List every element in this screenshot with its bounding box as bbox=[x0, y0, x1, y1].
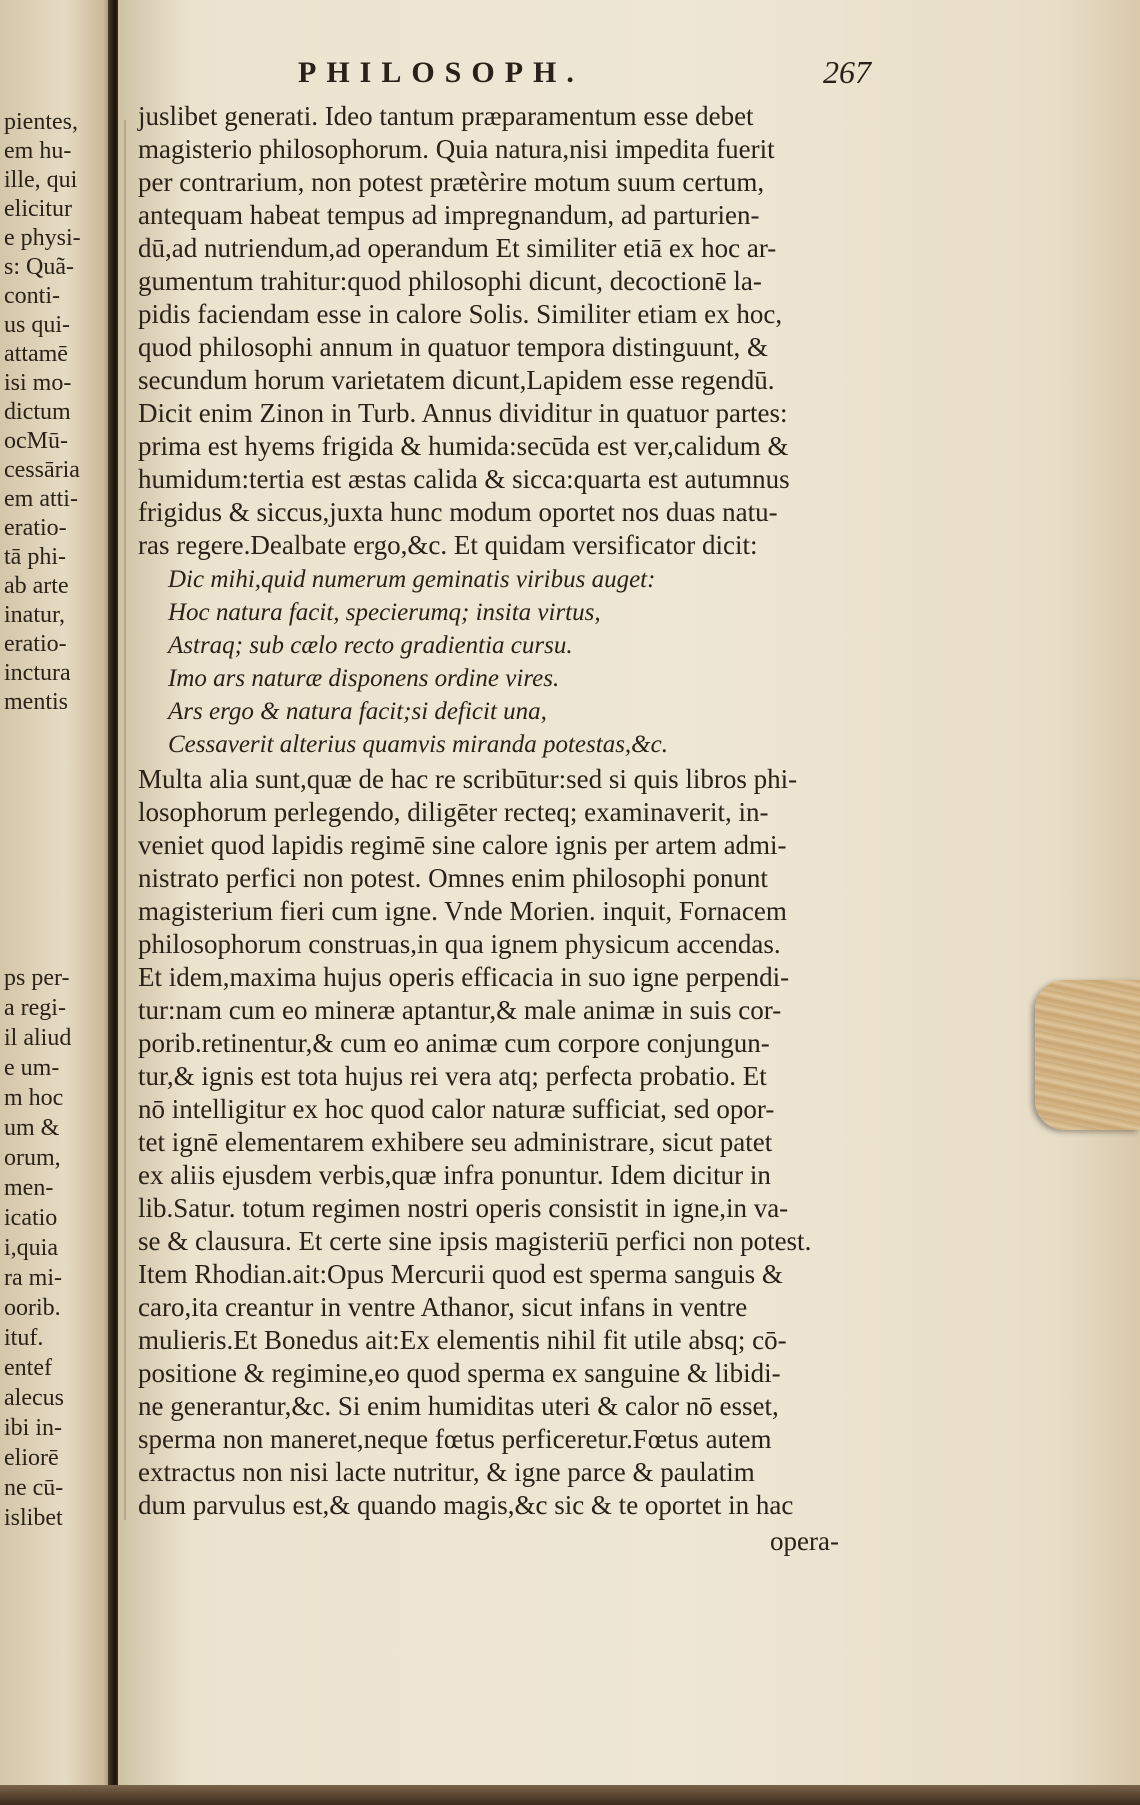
text-line: tur,& ignis est tota hujus rei vera atq; perfecta probatio. Et bbox=[138, 1061, 767, 1091]
text-line: frigidus & siccus,juxta hunc modum oportet nos duas natu- bbox=[138, 497, 778, 527]
wooden-page-holder bbox=[1035, 980, 1140, 1130]
text-line: dū,ad nutriendum,ad operandum Et similiter etiā ex hoc ar- bbox=[138, 233, 777, 263]
margin-fragment: ille, qui bbox=[4, 167, 78, 193]
text-line: lib.Satur. totum regimen nostri operis consistit in igne,in va- bbox=[138, 1193, 789, 1223]
catchword: opera- bbox=[770, 1526, 839, 1556]
text-line: magisterio philosophorum. Quia natura,nisi impedita fuerit bbox=[138, 134, 775, 164]
margin-fragment: mentis bbox=[4, 689, 68, 715]
margin-fragment: il aliud bbox=[4, 1025, 72, 1051]
text-line: caro,ita creantur in ventre Athanor, sicut infans in ventre bbox=[138, 1292, 748, 1322]
text-line: losophorum perlegendo, diligēter recteq; examinaverit, in- bbox=[138, 797, 769, 827]
margin-fragment: eratio- bbox=[4, 515, 67, 541]
text-line: dum parvulus est,& quando magis,&c sic & te oportet in hac bbox=[138, 1490, 794, 1520]
margin-fragment: tā phi- bbox=[4, 544, 66, 570]
left-page bbox=[0, 0, 118, 1805]
margin-fragment: orum, bbox=[4, 1145, 61, 1171]
margin-fragment: inctura bbox=[4, 660, 71, 686]
margin-fragment: pientes, bbox=[4, 109, 78, 135]
text-line: juslibet generati. Ideo tantum præparamentum esse debet bbox=[138, 101, 754, 131]
verse-line: Astraq; sub cælo recto gradientia cursu. bbox=[168, 632, 573, 659]
margin-fragment: icatio bbox=[4, 1205, 58, 1231]
margin-fragment: a regi- bbox=[4, 995, 66, 1021]
margin-fragment: m hoc bbox=[4, 1085, 64, 1111]
margin-fragment: entef bbox=[4, 1355, 52, 1381]
verse-line: Imo ars naturæ disponens ordine vires. bbox=[168, 665, 560, 692]
margin-fragment: oorib. bbox=[4, 1295, 61, 1321]
text-line: pidis faciendam esse in calore Solis. Similiter etiam ex hoc, bbox=[138, 299, 783, 329]
margin-fragment: eratio- bbox=[4, 631, 67, 657]
text-line: Item Rhodian.ait:Opus Mercurii quod est sperma sanguis & bbox=[138, 1259, 783, 1289]
margin-fragment: men- bbox=[4, 1175, 54, 1201]
verse-line: Dic mihi,quid numerum geminatis viribus auget: bbox=[168, 566, 656, 593]
text-line: ras regere.Dealbate ergo,&c. Et quidam versificator dicit: bbox=[138, 530, 758, 560]
margin-fragment: e physi- bbox=[4, 225, 81, 251]
text-line: ex aliis ejusdem verbis,quæ infra ponuntur. Idem dicitur in bbox=[138, 1160, 771, 1190]
text-line: tur:nam cum eo mineræ aptantur,& male animæ in suis cor- bbox=[138, 995, 782, 1025]
margin-fragment: ab arte bbox=[4, 573, 69, 599]
margin-fragment: conti- bbox=[4, 283, 60, 309]
margin-fragment: ps per- bbox=[4, 965, 70, 991]
text-line: prima est hyems frigida & humida:secūda est ver,calidum & bbox=[138, 431, 789, 461]
text-line: philosophorum construas,in qua ignem physicum accendas. bbox=[138, 929, 781, 959]
margin-fragment: ituf. bbox=[4, 1325, 44, 1351]
page-number: 267 bbox=[823, 54, 871, 90]
verse-line: Hoc natura facit, specierumq; insita virtus, bbox=[168, 599, 601, 626]
margin-fragment: ra mi- bbox=[4, 1265, 62, 1291]
margin-fragment: e um- bbox=[4, 1055, 60, 1081]
text-line: Multa alia sunt,quæ de hac re scribūtur:sed si quis libros phi- bbox=[138, 764, 798, 794]
margin-fragment: ocMū- bbox=[4, 428, 68, 454]
margin-fragment: ibi in- bbox=[4, 1415, 62, 1441]
text-line: magisterium fieri cum igne. Vnde Morien. inquit, Fornacem bbox=[138, 896, 787, 926]
margin-fragment: elicitur bbox=[4, 196, 72, 222]
text-line: porib.retinentur,& cum eo animæ cum corpore conjungun- bbox=[138, 1028, 770, 1058]
text-line: tet ignē elementarem exhibere seu administrare, sicut patet bbox=[138, 1127, 773, 1157]
text-line: sperma non maneret,neque fœtus perficeretur.Fœtus autem bbox=[138, 1424, 772, 1454]
text-line: humidum:tertia est æstas calida & sicca:quarta est autumnus bbox=[138, 464, 790, 494]
margin-fragment: eliorē bbox=[4, 1445, 59, 1471]
margin-fragment: inatur, bbox=[4, 602, 66, 628]
margin-fragment: us qui- bbox=[4, 312, 70, 338]
text-line: secundum horum varietatem dicunt,Lapidem esse regendū. bbox=[138, 365, 775, 395]
right-page bbox=[118, 0, 1140, 1805]
verse-line: Ars ergo & natura facit;si deficit una, bbox=[168, 698, 547, 725]
margin-fragment: attamē bbox=[4, 341, 68, 367]
text-line: gumentum trahitur:quod philosophi dicunt, decoctionē la- bbox=[138, 266, 762, 296]
margin-fragment: em atti- bbox=[4, 486, 78, 512]
text-line: mulieris.Et Bonedus ait:Ex elementis nihil fit utile absq; cō- bbox=[138, 1325, 787, 1355]
page-bottom-edge bbox=[0, 1785, 1140, 1805]
text-line: quod philosophi annum in quatuor tempora distinguunt, & bbox=[138, 332, 768, 362]
text-line: ne generantur,&c. Si enim humiditas uteri & calor nō esset, bbox=[138, 1391, 779, 1421]
margin-fragment: um & bbox=[4, 1115, 60, 1141]
running-head: PHILOSOPH. bbox=[298, 56, 584, 89]
margin-fragment: cessāria bbox=[4, 457, 80, 483]
text-line: nistrato perfici non potest. Omnes enim philosophi ponunt bbox=[138, 863, 768, 893]
text-line: positione & regimine,eo quod sperma ex sanguine & libidi- bbox=[138, 1358, 781, 1388]
margin-fragment: i,quia bbox=[4, 1235, 58, 1261]
margin-fragment: isi mo- bbox=[4, 370, 72, 396]
text-line: per contrarium, non potest prætèrire motum suum certum, bbox=[138, 167, 765, 197]
margin-rule bbox=[124, 120, 126, 1520]
text-line: extractus non nisi lacte nutritur, & igne parce & paulatim bbox=[138, 1457, 755, 1487]
text-line: veniet quod lapidis regimē sine calore ignis per artem admi- bbox=[138, 830, 787, 860]
margin-fragment: em hu- bbox=[4, 138, 72, 164]
verse-line: Cessaverit alterius quamvis miranda potestas,&c. bbox=[168, 731, 668, 758]
text-line: Et idem,maxima hujus operis efficacia in suo igne perpendi- bbox=[138, 962, 790, 992]
margin-fragment: dictum bbox=[4, 399, 71, 425]
margin-fragment: s: Quã- bbox=[4, 254, 74, 280]
text-line: antequam habeat tempus ad impregnandum, ad parturien- bbox=[138, 200, 760, 230]
margin-fragment: ne cū- bbox=[4, 1475, 64, 1501]
text-line: se & clausura. Et certe sine ipsis magisteriū perfici non potest. bbox=[138, 1226, 812, 1256]
text-line: Dicit enim Zinon in Turb. Annus dividitur in quatuor partes: bbox=[138, 398, 788, 428]
text-line: nō intelligitur ex hoc quod calor naturæ sufficiat, sed opor- bbox=[138, 1094, 775, 1124]
margin-fragment: alecus bbox=[4, 1385, 64, 1411]
margin-fragment: islibet bbox=[4, 1505, 63, 1531]
